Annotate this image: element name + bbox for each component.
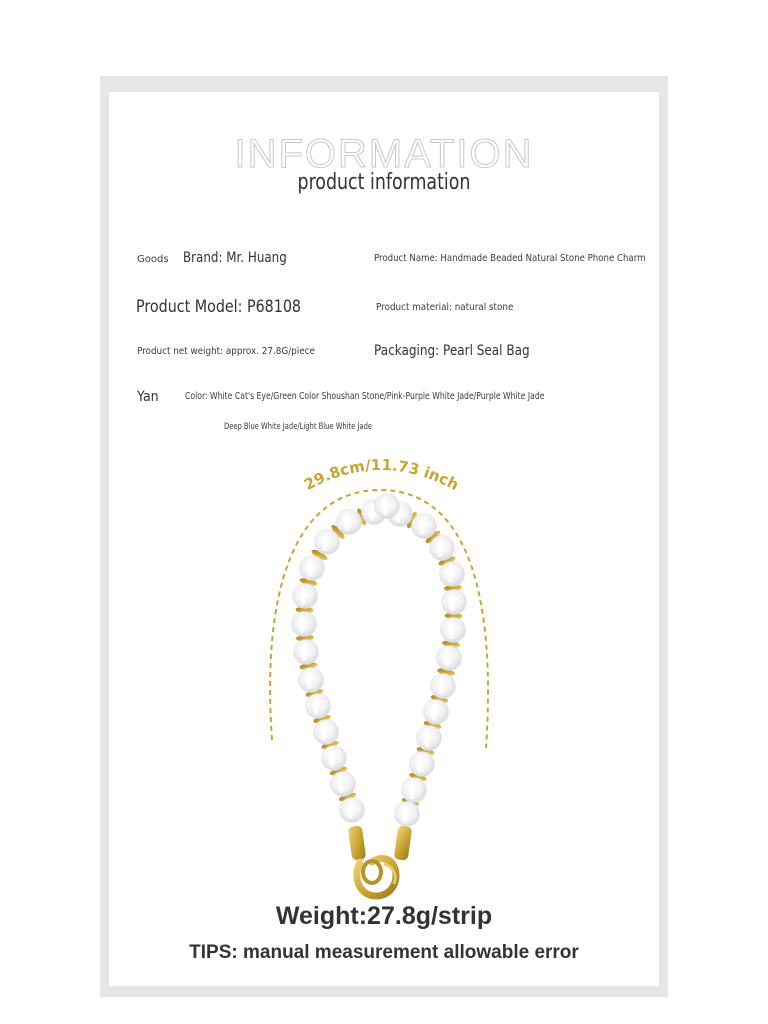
color-options-line1: Color: White Cat's Eye/Green Color Shoushan Stone/Pink-Purple White Jade/Purple White Jade	[185, 391, 545, 402]
net-weight-text: Product net weight: approx. 27.8G/piece	[137, 346, 315, 357]
bead-sheen	[306, 671, 312, 689]
product-name-text: Product Name: Handmade Beaded Natural Stone Phone Charm	[374, 253, 646, 264]
length-label: 29.8cm/11.73 inch	[301, 455, 462, 495]
bead-sheen	[301, 643, 307, 661]
bead-sheen	[322, 533, 328, 551]
bead-sheen	[369, 503, 375, 521]
bead-sheen	[419, 517, 425, 535]
product-model-text: Product Model: P68108	[136, 297, 302, 317]
bead-sheen	[338, 775, 344, 793]
goods-label: Goods	[137, 254, 169, 265]
bead-sheen	[347, 801, 353, 819]
bead-sheen	[444, 649, 450, 667]
bead-sheen	[449, 593, 455, 611]
bead-sheen	[299, 615, 305, 633]
bead-sheen	[409, 781, 415, 799]
bead-sheen	[300, 587, 306, 605]
color-options-line2: Deep Blue White Jade/Light Blue White Jade	[224, 422, 373, 432]
information-watermark: INFORMATION	[234, 132, 534, 176]
bead-sheen	[382, 497, 388, 515]
packaging-text: Packaging: Pearl Seal Bag	[374, 343, 530, 359]
color-label: Yan	[137, 389, 159, 405]
bead-sheen	[447, 565, 453, 583]
weight-text: Weight:27.8g/strip	[275, 902, 493, 930]
bead-sheen	[307, 559, 313, 577]
bead-chain	[292, 494, 467, 827]
bead-sheen	[402, 805, 408, 823]
bead-sheen	[438, 677, 444, 695]
page-title: product information	[297, 170, 471, 195]
bead-sheen	[424, 729, 430, 747]
tips-text: TIPS: manual measurement allowable error	[189, 942, 579, 963]
bead-sheen	[313, 697, 319, 715]
product-material-text: Product material: natural stone	[376, 302, 514, 313]
bead-sheen	[321, 723, 327, 741]
brand-text: Brand: Mr. Huang	[183, 250, 287, 266]
bead-sheen	[431, 703, 437, 721]
bead-sheen	[417, 755, 423, 773]
bead-sheen	[344, 513, 350, 531]
bead-sheen	[448, 621, 454, 639]
bead-sheen	[329, 749, 335, 767]
bead-sheen	[437, 539, 443, 557]
lobster-clasp-icon	[348, 825, 413, 896]
